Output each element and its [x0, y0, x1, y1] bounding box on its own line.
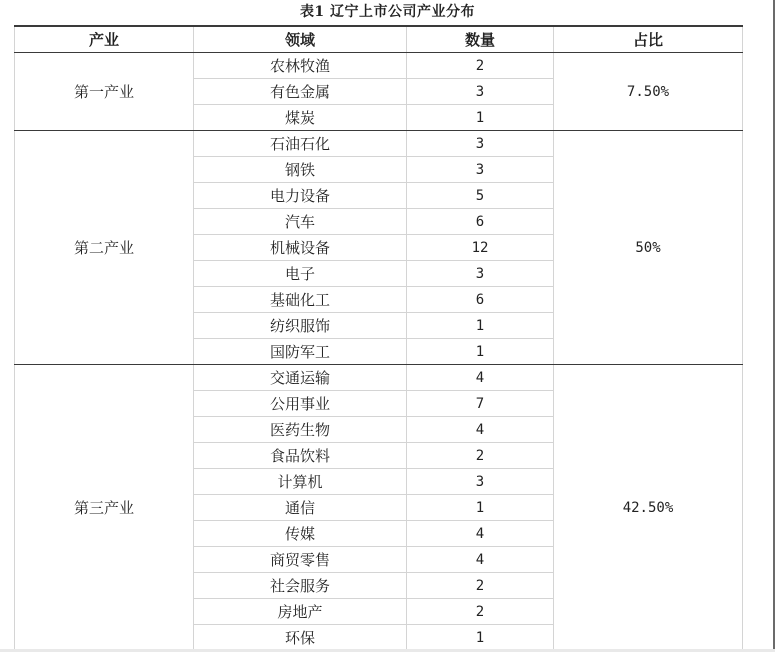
share-cell-secondary: 50%	[554, 131, 743, 365]
column-header-field: 领域	[194, 26, 407, 53]
count-cell: 4	[407, 547, 554, 573]
share-cell-primary: 7.50%	[554, 53, 743, 131]
field-cell: 房地产	[194, 599, 407, 625]
count-cell: 6	[407, 287, 554, 313]
table-caption: 表1 辽宁上市公司产业分布	[299, 4, 476, 20]
industry-cell-tertiary: 第三产业	[15, 365, 194, 652]
field-cell: 机械设备	[194, 235, 407, 261]
share-cell-tertiary: 42.50%	[554, 365, 743, 652]
field-cell: 有色金属	[194, 79, 407, 105]
field-cell: 商贸零售	[194, 547, 407, 573]
industry-distribution-table	[14, 25, 743, 652]
field-cell: 环保	[194, 625, 407, 652]
field-cell: 基础化工	[194, 287, 407, 313]
field-cell: 医药生物	[194, 417, 407, 443]
field-cell: 纺织服饰	[194, 313, 407, 339]
count-cell: 2	[407, 53, 554, 79]
field-cell: 通信	[194, 495, 407, 521]
field-cell: 电子	[194, 261, 407, 287]
table-header-row	[15, 26, 743, 53]
count-cell: 1	[407, 105, 554, 131]
count-cell: 4	[407, 417, 554, 443]
field-cell: 国防军工	[194, 339, 407, 365]
table-row	[15, 131, 743, 157]
count-cell: 3	[407, 469, 554, 495]
count-cell: 5	[407, 183, 554, 209]
field-cell: 汽车	[194, 209, 407, 235]
field-cell: 石油石化	[194, 131, 407, 157]
count-cell: 1	[407, 313, 554, 339]
industry-cell-secondary: 第二产业	[15, 131, 194, 365]
column-header-share: 占比	[554, 26, 743, 53]
count-cell: 4	[407, 365, 554, 391]
count-cell: 3	[407, 157, 554, 183]
field-cell: 煤炭	[194, 105, 407, 131]
count-cell: 2	[407, 443, 554, 469]
count-cell: 2	[407, 599, 554, 625]
count-cell: 12	[407, 235, 554, 261]
count-cell: 1	[407, 339, 554, 365]
count-cell: 4	[407, 521, 554, 547]
table-row	[15, 365, 743, 391]
table-row	[15, 53, 743, 79]
field-cell: 计算机	[194, 469, 407, 495]
count-cell: 3	[407, 261, 554, 287]
field-cell: 交通运输	[194, 365, 407, 391]
count-cell: 3	[407, 79, 554, 105]
count-cell: 3	[407, 131, 554, 157]
field-cell: 电力设备	[194, 183, 407, 209]
field-cell: 食品饮料	[194, 443, 407, 469]
count-cell: 2	[407, 573, 554, 599]
count-cell: 6	[407, 209, 554, 235]
column-header-count: 数量	[407, 26, 554, 53]
count-cell: 1	[407, 625, 554, 652]
industry-cell-primary: 第一产业	[15, 53, 194, 131]
field-cell: 农林牧渔	[194, 53, 407, 79]
count-cell: 7	[407, 391, 554, 417]
field-cell: 社会服务	[194, 573, 407, 599]
field-cell: 公用事业	[194, 391, 407, 417]
field-cell: 钢铁	[194, 157, 407, 183]
column-header-industry: 产业	[15, 26, 194, 53]
count-cell: 1	[407, 495, 554, 521]
field-cell: 传媒	[194, 521, 407, 547]
